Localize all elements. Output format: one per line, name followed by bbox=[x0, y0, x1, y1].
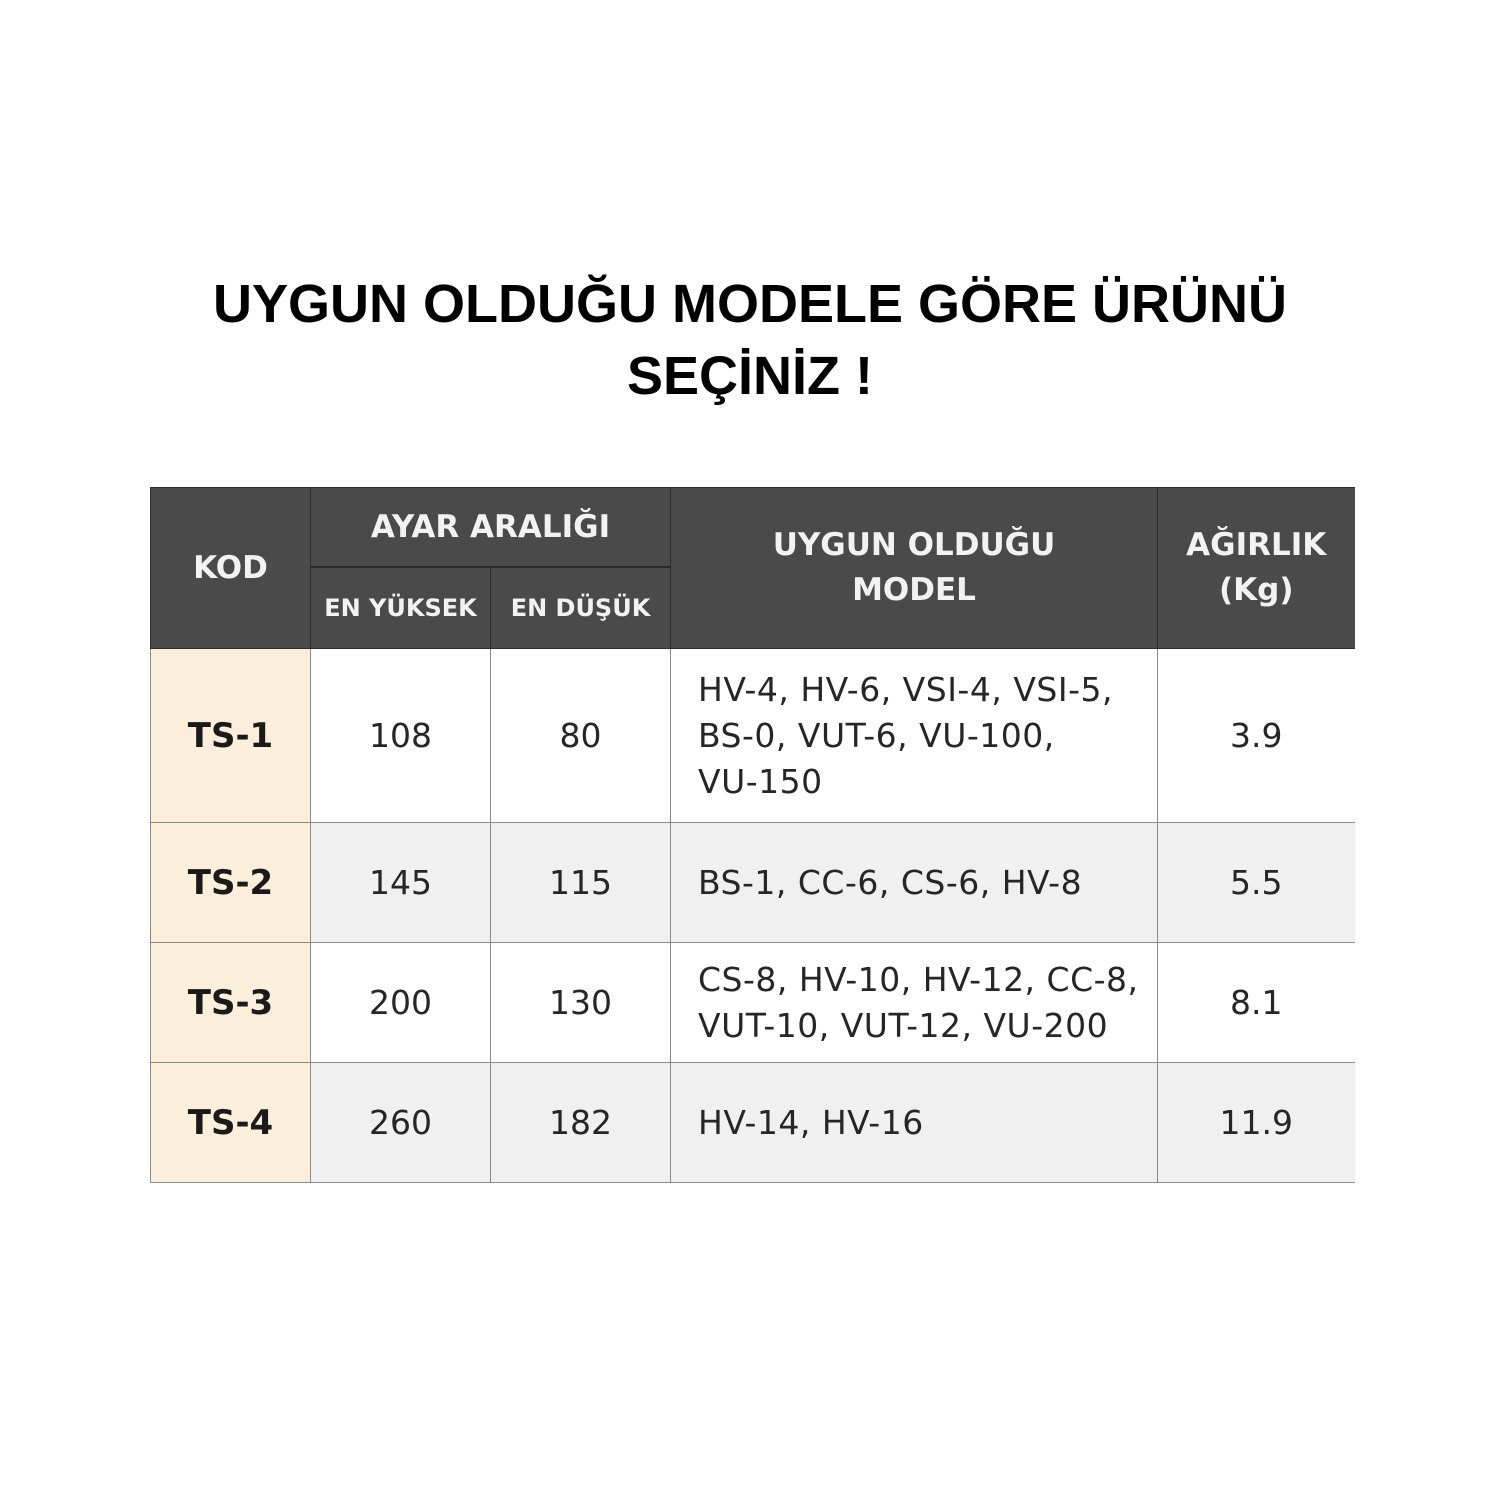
header-uygun-model-line-1: UYGUN OLDUĞU bbox=[772, 527, 1056, 563]
cell-models bbox=[671, 823, 1158, 943]
cell-en-dusuk: 115 bbox=[491, 823, 671, 943]
header-ayar-araligi: AYAR ARALIĞI bbox=[311, 488, 671, 568]
cell-agirlik: 5.5 bbox=[1158, 823, 1355, 943]
table-header bbox=[151, 488, 1355, 649]
header-agirlik bbox=[1158, 488, 1355, 649]
cell-agirlik: 8.1 bbox=[1158, 943, 1355, 1063]
table-row bbox=[151, 943, 1355, 1063]
cell-en-yuksek: 260 bbox=[311, 1063, 491, 1183]
header-agirlik-line-2: (Kg) bbox=[1218, 572, 1294, 608]
table-row bbox=[151, 1063, 1355, 1183]
header-kod: KOD bbox=[151, 488, 311, 649]
header-uygun-model-line-2: MODEL bbox=[852, 572, 976, 608]
header-uygun-model bbox=[671, 488, 1158, 649]
cell-en-dusuk: 80 bbox=[491, 649, 671, 823]
model-line: BS-1, CC-6, CS-6, HV-8 bbox=[698, 862, 1083, 902]
cell-models bbox=[671, 1063, 1158, 1183]
header-en-yuksek: EN YÜKSEK bbox=[311, 567, 491, 649]
model-line: CS-8, HV-10, HV-12, CC-8, bbox=[698, 959, 1139, 999]
model-line: BS-0, VUT-6, VU-100, bbox=[698, 715, 1055, 755]
cell-agirlik: 11.9 bbox=[1158, 1063, 1355, 1183]
table-body bbox=[151, 649, 1355, 1183]
model-line: VUT-10, VUT-12, VU-200 bbox=[698, 1005, 1109, 1045]
header-agirlik-line-1: AĞIRLIK bbox=[1186, 527, 1327, 563]
header-en-dusuk: EN DÜŞÜK bbox=[491, 567, 671, 649]
table-row bbox=[151, 649, 1355, 823]
page-title bbox=[0, 268, 1500, 412]
cell-kod: TS-2 bbox=[151, 823, 311, 943]
cell-en-yuksek: 200 bbox=[311, 943, 491, 1063]
cell-kod: TS-3 bbox=[151, 943, 311, 1063]
model-line: VU-150 bbox=[698, 761, 823, 801]
model-line: HV-4, HV-6, VSI-4, VSI-5, bbox=[698, 669, 1113, 709]
cell-en-yuksek: 108 bbox=[311, 649, 491, 823]
header-row-top bbox=[151, 488, 1355, 568]
cell-en-dusuk: 182 bbox=[491, 1063, 671, 1183]
cell-en-dusuk: 130 bbox=[491, 943, 671, 1063]
cell-models bbox=[671, 943, 1158, 1063]
product-spec-table bbox=[150, 487, 1355, 1183]
page-title-line-2: SEÇİNİZ ! bbox=[626, 346, 873, 406]
model-line: HV-14, HV-16 bbox=[698, 1102, 924, 1142]
cell-agirlik: 3.9 bbox=[1158, 649, 1355, 823]
cell-kod: TS-4 bbox=[151, 1063, 311, 1183]
table-row bbox=[151, 823, 1355, 943]
page-title-line-1: UYGUN OLDUĞU MODELE GÖRE ÜRÜNÜ bbox=[212, 274, 1287, 334]
cell-kod: TS-1 bbox=[151, 649, 311, 823]
cell-models bbox=[671, 649, 1158, 823]
cell-en-yuksek: 145 bbox=[311, 823, 491, 943]
